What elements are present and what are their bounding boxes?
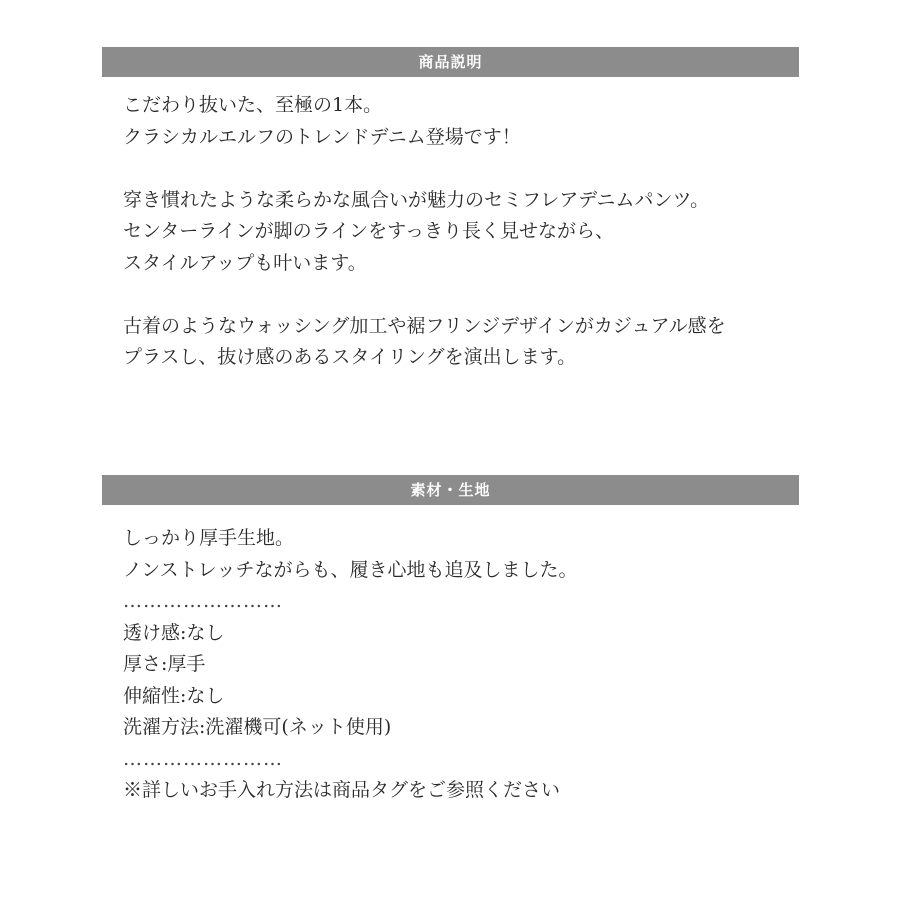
dotted-divider: …………………… (123, 747, 283, 770)
dotted-divider: …………………… (123, 590, 283, 612)
description-line: 穿き慣れたような柔らかな風合いが魅力のセミフレアデニムパンツ。 (123, 188, 710, 211)
description-line: センターラインが脚のラインをすっきり長く見せながら、 (123, 220, 614, 242)
description-line: プラスし、抜け感のあるスタイリングを演出します。 (123, 346, 577, 368)
description-body (123, 90, 793, 374)
section-header-material: 素材・生地 (102, 475, 799, 505)
material-intro-line: ノンストレッチながらも、履き心地も追及しました。 (123, 558, 578, 581)
description-line: クラシカルエルフのトレンドデニム登場です！ (123, 125, 521, 148)
material-intro-line: しっかり厚手生地。 (123, 527, 295, 549)
description-line: スタイルアップも叶います。 (123, 251, 367, 274)
paragraph-gap (123, 279, 793, 311)
spec-stretch: 伸縮性:なし (123, 684, 225, 707)
description-line: 古着のようなウォッシング加工や裾フリンジデザインがカジュアル感を (123, 314, 726, 337)
spec-transparency: 透け感:なし (123, 621, 225, 644)
section-header-description: 商品説明 (102, 47, 799, 77)
material-body (123, 523, 793, 807)
spec-washing: 洗濯方法:洗濯機可(ネット使用) (123, 716, 392, 738)
care-note: ※詳しいお手入れ方法は商品タグをご参照ください (123, 779, 561, 801)
description-line: こだわり抜いた、至極の1本。 (123, 94, 383, 116)
paragraph-gap (123, 153, 793, 185)
spec-thickness: 厚さ:厚手 (123, 653, 206, 675)
